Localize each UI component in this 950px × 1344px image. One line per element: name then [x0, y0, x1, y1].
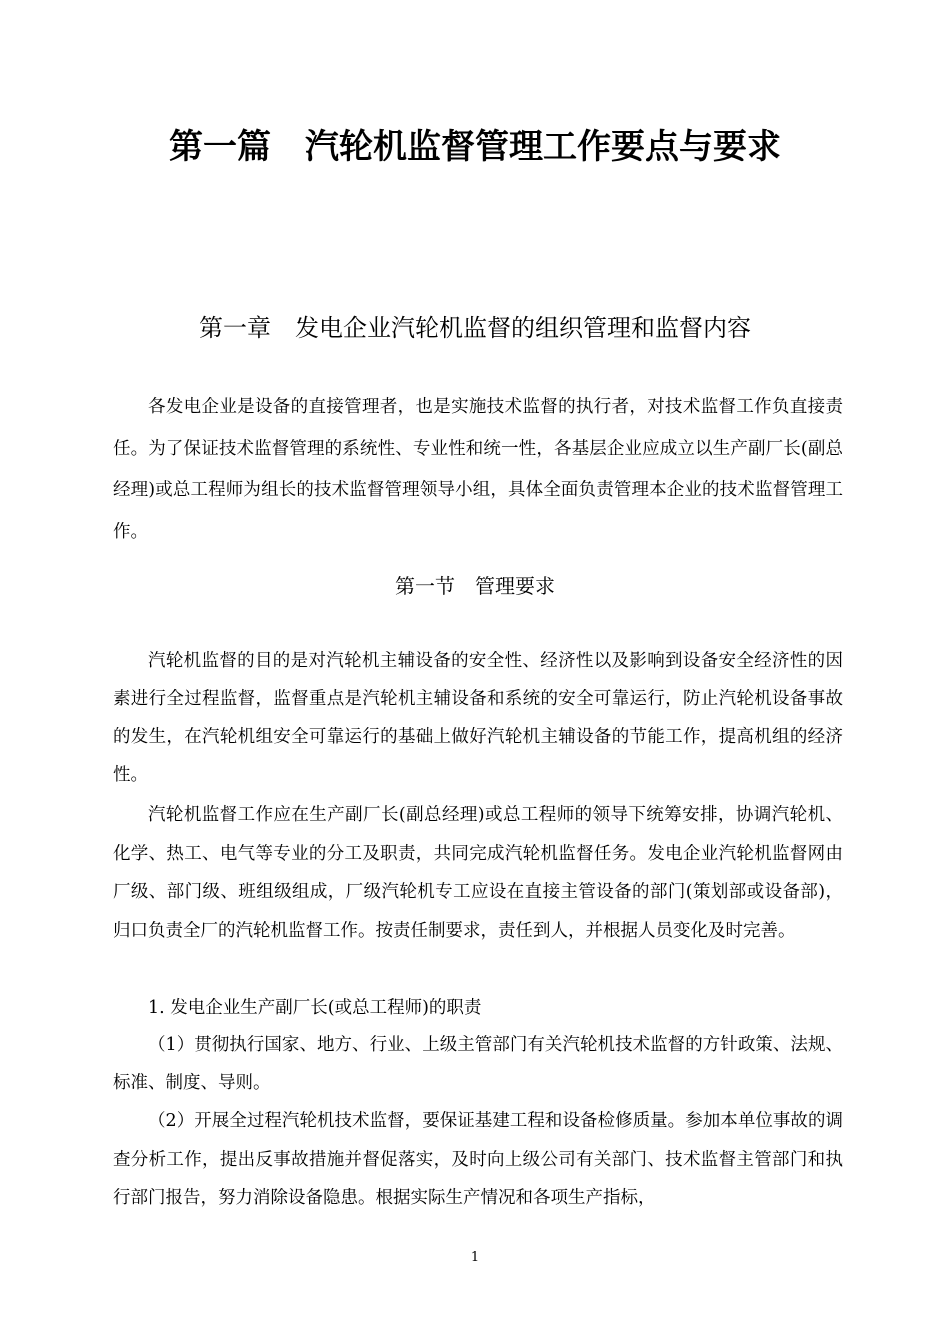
part-title: 第一篇 汽轮机监督管理工作要点与要求 — [169, 127, 781, 167]
intro-paragraph: 各发电企业是设备的直接管理者，也是实施技术监督的执行者，对技术监督工作负直接责任。为了保证技术监督管理的系统性、专业性和统一性，各基层企业应成立以生产副厂长(副总经理)或总工程师为组长的技术监督管理领导小组，具体全面负责管理本企业的技术监督管理工作。 — [113, 397, 843, 542]
list-item-1: （1）贯彻执行国家、地方、行业、上级主管部门有关汽轮机技术监督的方针政策、法规、标准、制度、导则。 — [113, 1035, 843, 1093]
body-paragraph-organization: 汽轮机监督工作应在生产副厂长(副总经理)或总工程师的领导下统筹安排，协调汽轮机、化学、热工、电气等专业的分工及职责，共同完成汽轮机监督任务。发电企业汽轮机监督网由厂级、部门级、班组级组成，厂级汽轮机专工应设在直接主管设备的部门(策划部或设备部)，归口负责全厂的汽轮机监督工作。按责任制要求，责任到人，并根据人员变化及时完善。 — [113, 805, 843, 941]
list-item-2: （2）开展全过程汽轮机技术监督，要保证基建工程和设备检修质量。参加本单位事故的调查分析工作，提出反事故措施并督促落实，及时向上级公司有关部门、技术监督主管部门和执行部门报告，努力消除设备隐患。根据实际生产情况和各项生产指标， — [113, 1111, 843, 1208]
chapter-title: 第一章 发电企业汽轮机监督的组织管理和监督内容 — [199, 314, 751, 342]
section-title: 第一节 管理要求 — [395, 574, 555, 598]
list-heading-duties: 1. 发电企业生产副厂长(或总工程师)的职责 — [148, 998, 482, 1018]
page-number: 1 — [470, 1250, 480, 1265]
body-paragraph-purpose: 汽轮机监督的目的是对汽轮机主辅设备的安全性、经济性以及影响到设备安全经济性的因素进行全过程监督，监督重点是汽轮机主辅设备和系统的安全可靠运行，防止汽轮机设备事故的发生，在汽轮机组安全可靠运行的基础上做好汽轮机主辅设备的节能工作，提高机组的经济性。 — [113, 651, 843, 785]
